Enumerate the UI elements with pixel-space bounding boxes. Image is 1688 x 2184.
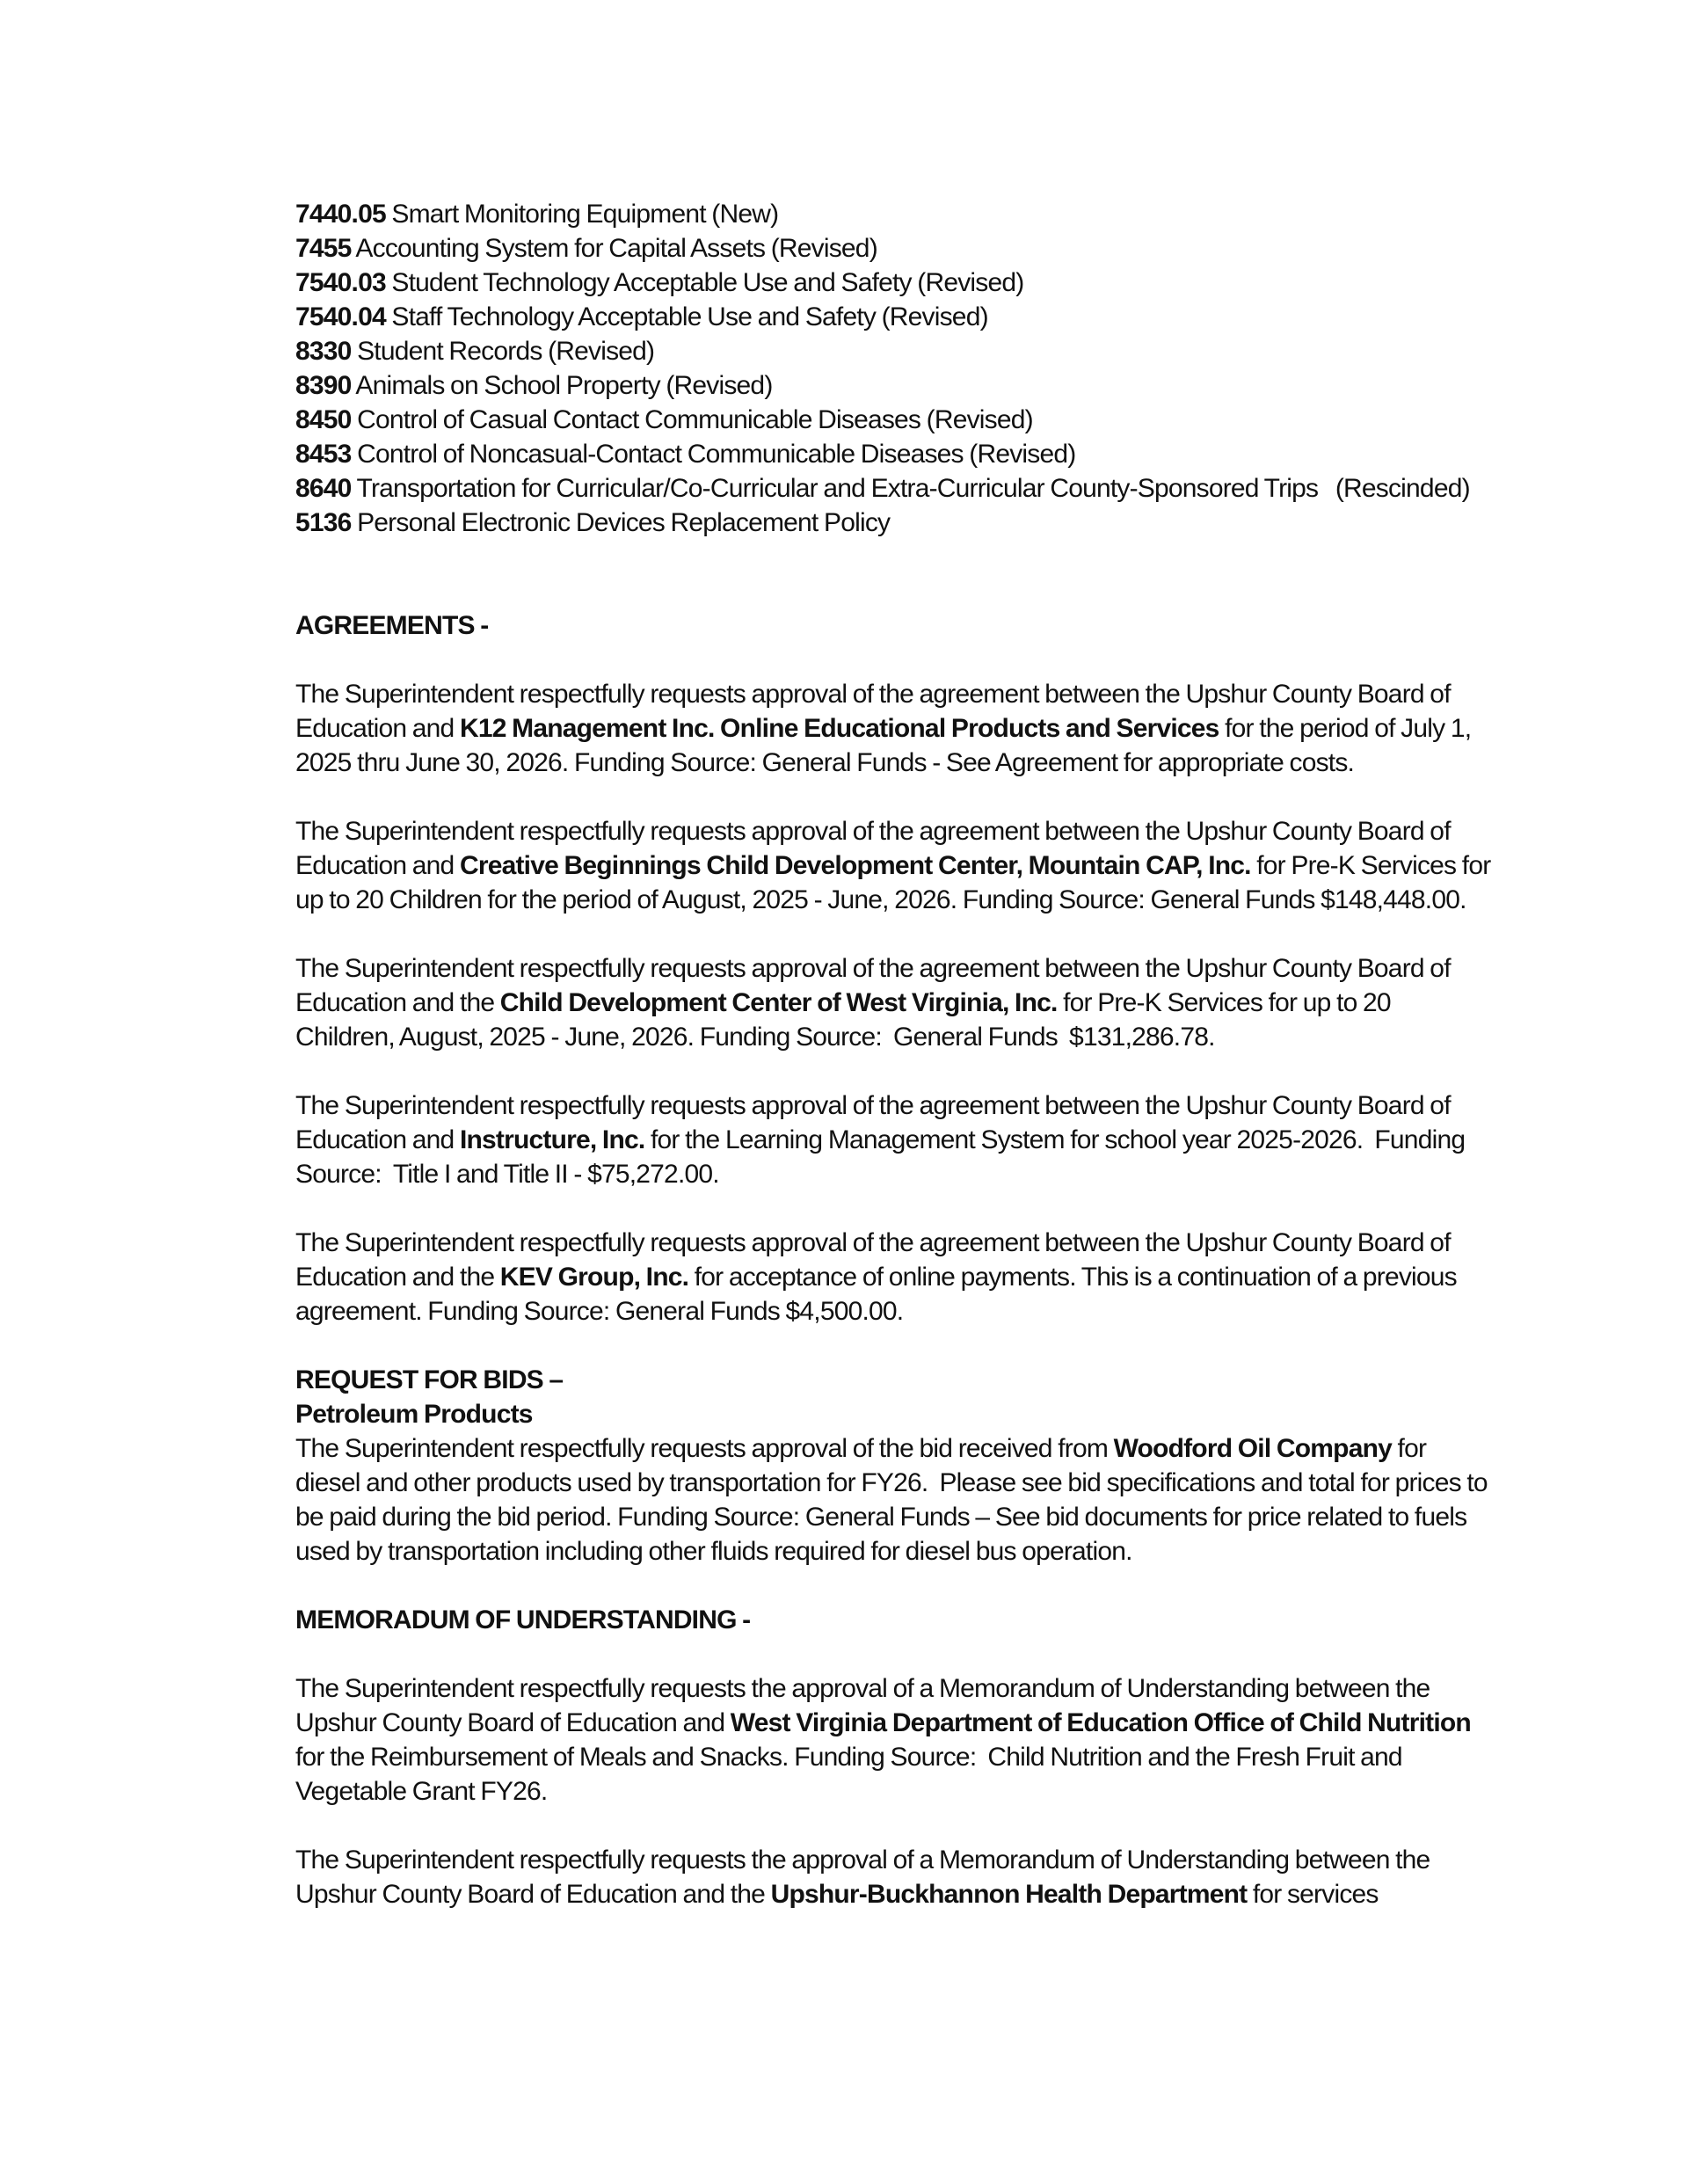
policy-title: Staff Technology Acceptable Use and Safety (Revised) bbox=[385, 302, 988, 331]
agreement-text: The Superintendent respectfully requests approval of the agreement between the Upshur County Board of Education and the bbox=[295, 954, 1451, 1017]
mou-paragraph bbox=[295, 1671, 1491, 1809]
agreements-heading: AGREEMENTS - bbox=[295, 611, 489, 640]
policy-item bbox=[295, 266, 1491, 300]
document-page bbox=[295, 197, 1491, 1911]
policy-title: Student Technology Acceptable Use and Safety (Revised) bbox=[385, 268, 1024, 297]
policy-item bbox=[295, 197, 1491, 231]
agreement-text: The Superintendent respectfully requests approval of the agreement between the Upshur County Board of Education and the bbox=[295, 1228, 1451, 1292]
policy-code: 8640 bbox=[295, 474, 352, 503]
policy-title: Accounting System for Capital Assets (Revised) bbox=[351, 234, 877, 263]
agreement-paragraph bbox=[295, 951, 1491, 1054]
agreement-party: Child Development Center of West Virginia, Inc. bbox=[499, 988, 1058, 1017]
policy-item bbox=[295, 334, 1491, 368]
agreement-text: The Superintendent respectfully requests approval of the agreement between the Upshur County Board of Education and bbox=[295, 1091, 1451, 1154]
policy-code: 7540.04 bbox=[295, 302, 386, 331]
mou-party: West Virginia Department of Education Office of Child Nutrition bbox=[730, 1708, 1471, 1737]
mou-text: The Superintendent respectfully requests the approval of a Memorandum of Understanding between the Upshur County Board of Education and the bbox=[295, 1845, 1430, 1909]
agreement-paragraph bbox=[295, 1088, 1491, 1191]
policy-code: 8453 bbox=[295, 440, 352, 469]
policy-item bbox=[295, 471, 1491, 506]
bids-subheading: Petroleum Products bbox=[295, 1400, 533, 1429]
policy-title: Control of Noncasual-Contact Communicable Diseases (Revised) bbox=[351, 440, 1076, 469]
mou-text: The Superintendent respectfully requests the approval of a Memorandum of Understanding between the Upshur County Board of Education and bbox=[295, 1674, 1430, 1737]
agreement-text: for acceptance of online payments. This is a continuation of a previous agreement. Funding Source: General Funds $4,500.00. bbox=[295, 1263, 1457, 1326]
agreement-party: K12 Management Inc. Online Educational Products and Services bbox=[459, 714, 1219, 743]
policy-item bbox=[295, 231, 1491, 266]
bids-heading: REQUEST FOR BIDS – bbox=[295, 1365, 564, 1394]
bid-vendor: Woodford Oil Company bbox=[1113, 1434, 1392, 1463]
mou-text: for the Reimbursement of Meals and Snacks. Funding Source: Child Nutrition and the Fresh Fruit and Vegetable Grant FY26. bbox=[295, 1743, 1402, 1806]
policy-code: 5136 bbox=[295, 508, 352, 537]
mou-text: for services bbox=[1247, 1880, 1379, 1909]
agreement-text: for Pre-K Services for up to 20 Children, August, 2025 - June, 2026. Funding Source: General Funds $131,286.78. bbox=[295, 988, 1391, 1052]
policy-item bbox=[295, 368, 1491, 403]
policy-code: 7440.05 bbox=[295, 200, 386, 229]
agreement-text: The Superintendent respectfully requests approval of the agreement between the Upshur County Board of Education and bbox=[295, 817, 1451, 880]
policy-title: Control of Casual Contact Communicable Diseases (Revised) bbox=[351, 405, 1033, 434]
mou-paragraph bbox=[295, 1843, 1491, 1911]
policy-item bbox=[295, 403, 1491, 437]
bid-text: The Superintendent respectfully requests approval of the bid received from bbox=[295, 1434, 1114, 1463]
agreement-paragraph bbox=[295, 814, 1491, 917]
policy-title: Personal Electronic Devices Replacement Policy bbox=[351, 508, 891, 537]
agreement-party: KEV Group, Inc. bbox=[499, 1263, 689, 1292]
bid-paragraph bbox=[295, 1431, 1491, 1569]
bid-text: for diesel and other products used by transportation for FY26. Please see bid specifications and total for prices to be paid during the bid period. Funding Source: General Funds – See bid documents for price related to fuels used by transportation including other fluids required for diesel bus operation. bbox=[295, 1434, 1488, 1566]
policy-code: 8330 bbox=[295, 337, 352, 366]
agreement-paragraph bbox=[295, 1226, 1491, 1329]
policy-title: Animals on School Property (Revised) bbox=[351, 371, 773, 400]
policy-code: 7540.03 bbox=[295, 268, 386, 297]
policy-title: Transportation for Curricular/Co-Curricular and Extra-Curricular County-Sponsored Trips (Rescinded) bbox=[351, 474, 1470, 503]
agreement-text: for the Learning Management System for school year 2025-2026. Funding Source: Title I and Title II - $75,272.00. bbox=[295, 1125, 1466, 1189]
policy-title: Student Records (Revised) bbox=[351, 337, 655, 366]
policy-code: 8390 bbox=[295, 371, 352, 400]
policy-item bbox=[295, 437, 1491, 471]
agreement-paragraph bbox=[295, 677, 1491, 780]
policy-code: 7455 bbox=[295, 234, 352, 263]
policy-code: 8450 bbox=[295, 405, 352, 434]
policy-item bbox=[295, 506, 1491, 540]
mou-party: Upshur-Buckhannon Health Department bbox=[770, 1880, 1248, 1909]
policy-item bbox=[295, 300, 1491, 334]
agreement-party: Creative Beginnings Child Development Center, Mountain CAP, Inc. bbox=[459, 851, 1251, 880]
agreement-text: for Pre-K Services for up to 20 Children for the period of August, 2025 - June, 2026. Funding Source: General Funds $148,448.00. bbox=[295, 851, 1491, 914]
mou-heading: MEMORADUM OF UNDERSTANDING - bbox=[295, 1605, 751, 1634]
policy-title: Smart Monitoring Equipment (New) bbox=[385, 200, 779, 229]
agreement-party: Instructure, Inc. bbox=[459, 1125, 645, 1154]
policy-list bbox=[295, 197, 1491, 540]
agreement-text: The Superintendent respectfully requests approval of the agreement between the Upshur County Board of Education and bbox=[295, 680, 1451, 743]
agreement-text: for the period of July 1, 2025 thru June 30, 2026. Funding Source: General Funds - See Agreement for appropriate costs. bbox=[295, 714, 1472, 777]
